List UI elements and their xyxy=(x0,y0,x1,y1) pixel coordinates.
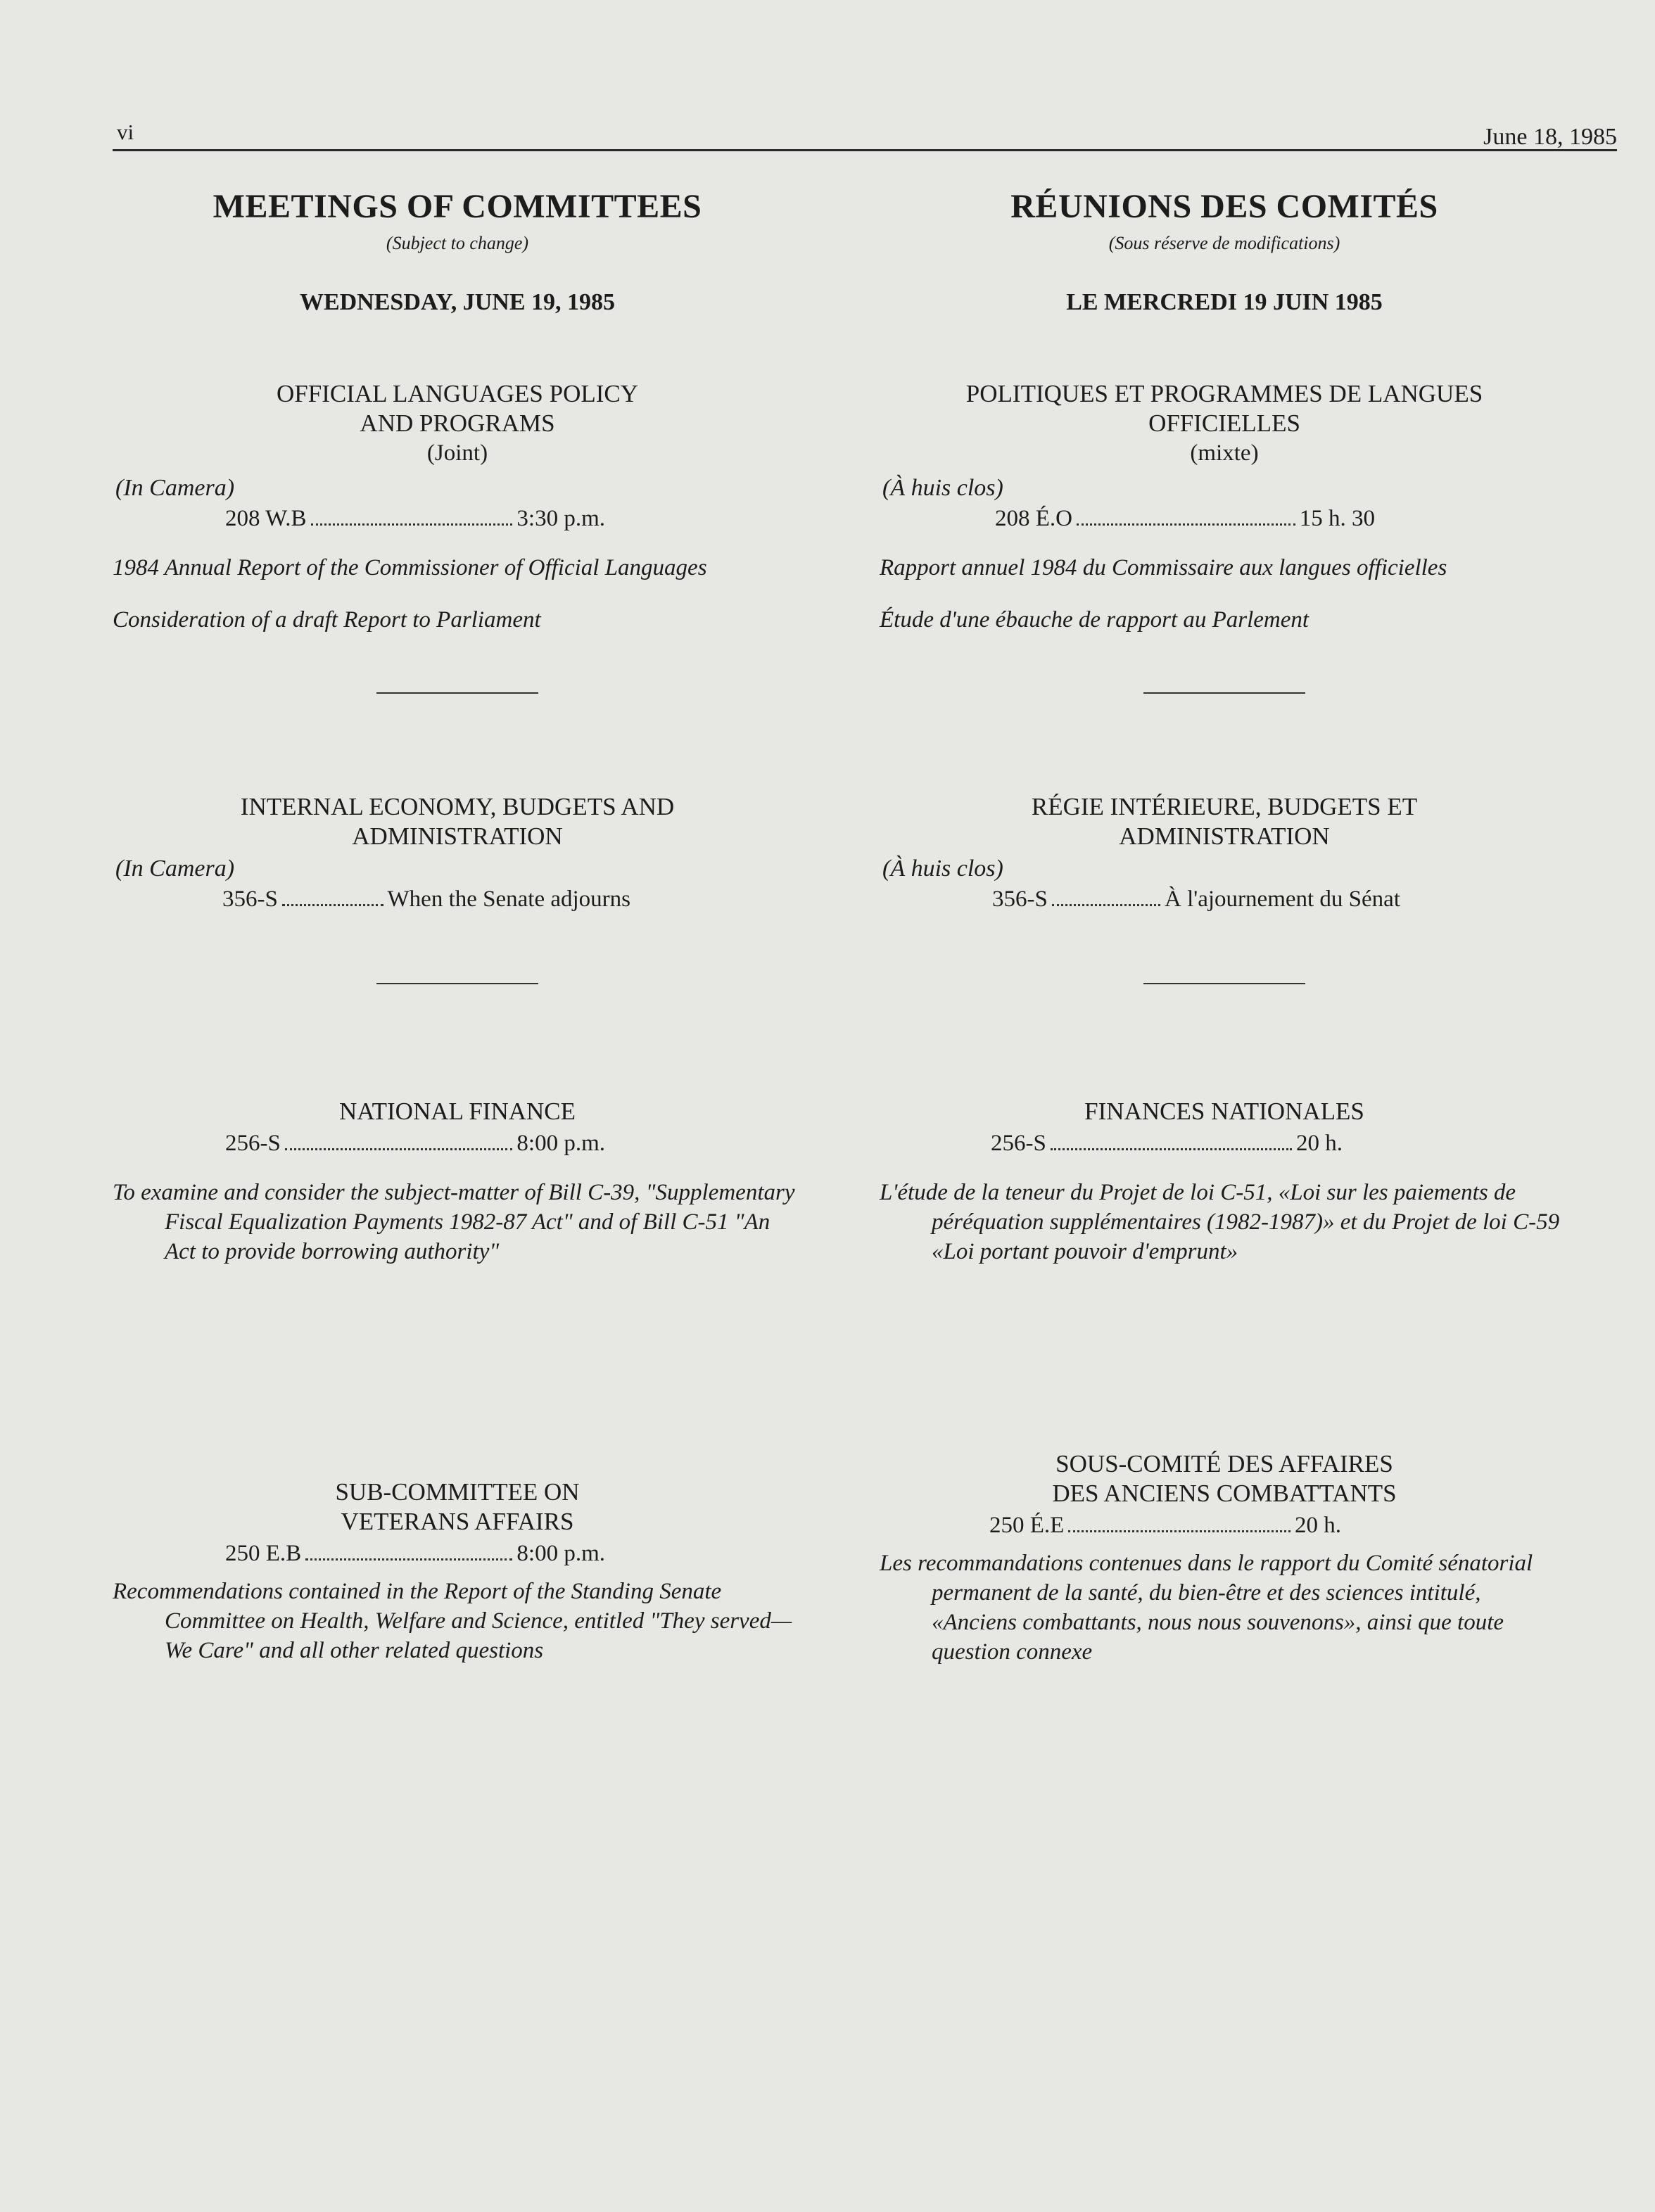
room: 356-S xyxy=(992,886,1048,912)
time: 20 h. xyxy=(1295,1513,1341,1538)
room-time-line xyxy=(995,506,1375,532)
committee-title: POLITIQUES ET PROGRAMMES DE LANGUES xyxy=(965,380,1483,407)
agenda-item: Recommendations contained in the Report of the Standing Senate Committee on Health, Welfare and Science, entitled "They served—We Care" and all other related questions xyxy=(113,1579,792,1663)
dot-leader xyxy=(1068,1530,1291,1532)
agenda-item: Les recommandations contenues dans le rapport du Comité sénatorial permanent de la santé, du bien-être et des sciences intitulé, «Anciens combattants, nous nous souvenons», ainsi que toute question connexe xyxy=(880,1551,1533,1665)
committee-title: ADMINISTRATION xyxy=(1119,822,1330,850)
section-separator xyxy=(376,692,538,694)
room: 250 É.E xyxy=(989,1513,1065,1538)
time: 8:00 p.m. xyxy=(516,1131,605,1156)
committee-title: FINANCES NATIONALES xyxy=(1084,1098,1364,1125)
time: 20 h. xyxy=(1296,1131,1343,1156)
committee-title: OFFICIELLES xyxy=(1148,409,1300,437)
agenda-item: Rapport annuel 1984 du Commissaire aux langues officielles xyxy=(880,555,1447,580)
committee-subtitle: (mixte) xyxy=(1190,440,1259,466)
dot-leader xyxy=(282,904,383,906)
room: 208 W.B xyxy=(225,506,307,531)
room: 250 E.B xyxy=(225,1541,302,1566)
page-date: June 18, 1985 xyxy=(1483,124,1617,150)
agenda-item: Consideration of a draft Report to Parliament xyxy=(113,607,541,633)
room-time-line xyxy=(989,1513,1341,1539)
committee-title: INTERNAL ECONOMY, BUDGETS AND xyxy=(240,793,675,820)
time: À l'ajournement du Sénat xyxy=(1165,886,1400,912)
in-camera-note: (In Camera) xyxy=(115,475,235,501)
meeting-anciens-combattants xyxy=(880,1449,1569,1667)
section-separator xyxy=(1143,692,1305,694)
time: 3:30 p.m. xyxy=(516,506,605,531)
dot-leader xyxy=(1051,1148,1292,1150)
room-time-line xyxy=(225,506,605,532)
agenda-item: Étude d'une ébauche de rapport au Parlement xyxy=(880,607,1310,633)
section-separator xyxy=(376,983,538,984)
meeting-internal-economy xyxy=(113,792,802,913)
in-camera-note: (In Camera) xyxy=(115,856,235,882)
room: 256-S xyxy=(991,1131,1046,1156)
english-subtitle: (Subject to change) xyxy=(386,233,529,253)
dot-leader xyxy=(1052,904,1160,906)
meeting-official-languages xyxy=(113,379,802,635)
committee-title: SOUS-COMITÉ DES AFFAIRES xyxy=(1055,1450,1393,1477)
room-time-line xyxy=(222,886,630,913)
committee-title: NATIONAL FINANCE xyxy=(338,1098,576,1125)
room-time-line xyxy=(225,1131,605,1157)
time: When the Senate adjourns xyxy=(387,886,630,912)
time: 8:00 p.m. xyxy=(516,1541,605,1566)
in-camera-note: (À huis clos) xyxy=(882,475,1003,501)
agenda-item: 1984 Annual Report of the Commissioner of Official Languages xyxy=(113,555,707,580)
dot-leader xyxy=(305,1558,512,1561)
committee-title: ADMINISTRATION xyxy=(352,822,563,850)
time: 15 h. 30 xyxy=(1299,506,1375,531)
section-separator xyxy=(1143,983,1305,984)
room-time-line xyxy=(992,886,1400,913)
meeting-finances-nationales xyxy=(880,1097,1569,1266)
agenda-item: To examine and consider the subject-matter of Bill C-39, "Supplementary Fiscal Equalization Payments 1982-87 Act" and of Bill C-51 "An Act to provide borrowing authority" xyxy=(113,1180,795,1264)
dot-leader xyxy=(285,1148,513,1150)
french-title: RÉUNIONS DES COMITÉS xyxy=(1010,188,1438,225)
meeting-regie-interieure xyxy=(880,792,1569,913)
committee-title: DES ANCIENS COMBATTANTS xyxy=(1052,1480,1397,1507)
meeting-veterans-affairs xyxy=(113,1477,802,1665)
room: 208 É.O xyxy=(995,506,1072,531)
dot-leader xyxy=(311,523,513,526)
english-column xyxy=(113,169,802,1665)
committee-title: AND PROGRAMS xyxy=(360,409,555,437)
header-rule xyxy=(113,149,1617,151)
committee-title: RÉGIE INTÉRIEURE, BUDGETS ET xyxy=(1031,793,1418,820)
room: 356-S xyxy=(222,886,278,912)
committee-title: VETERANS AFFAIRS xyxy=(341,1508,574,1535)
french-date-heading: LE MERCREDI 19 JUIN 1985 xyxy=(1066,289,1383,315)
in-camera-note: (À huis clos) xyxy=(882,856,1003,882)
english-date-heading: WEDNESDAY, JUNE 19, 1985 xyxy=(299,289,616,315)
dot-leader xyxy=(1077,523,1295,526)
meeting-langues-officielles xyxy=(880,379,1569,635)
meeting-national-finance xyxy=(113,1097,802,1266)
committee-subtitle: (Joint) xyxy=(426,440,488,466)
page-number: vi xyxy=(117,120,134,144)
french-subtitle: (Sous réserve de modifications) xyxy=(1108,233,1340,253)
english-title: MEETINGS OF COMMITTEES xyxy=(213,188,702,225)
committee-title: SUB-COMMITTEE ON xyxy=(335,1478,580,1506)
committee-title: OFFICIAL LANGUAGES POLICY xyxy=(277,380,638,407)
french-column xyxy=(880,169,1569,1667)
room-time-line xyxy=(991,1131,1343,1157)
room-time-line xyxy=(225,1541,605,1567)
room: 256-S xyxy=(225,1131,281,1156)
agenda-item: L'étude de la teneur du Projet de loi C-51, «Loi sur les paiements de péréquation supplémentaires (1982-1987)» et du Projet de loi C-59 «Loi portant pouvoir d'emprunt» xyxy=(880,1180,1560,1264)
